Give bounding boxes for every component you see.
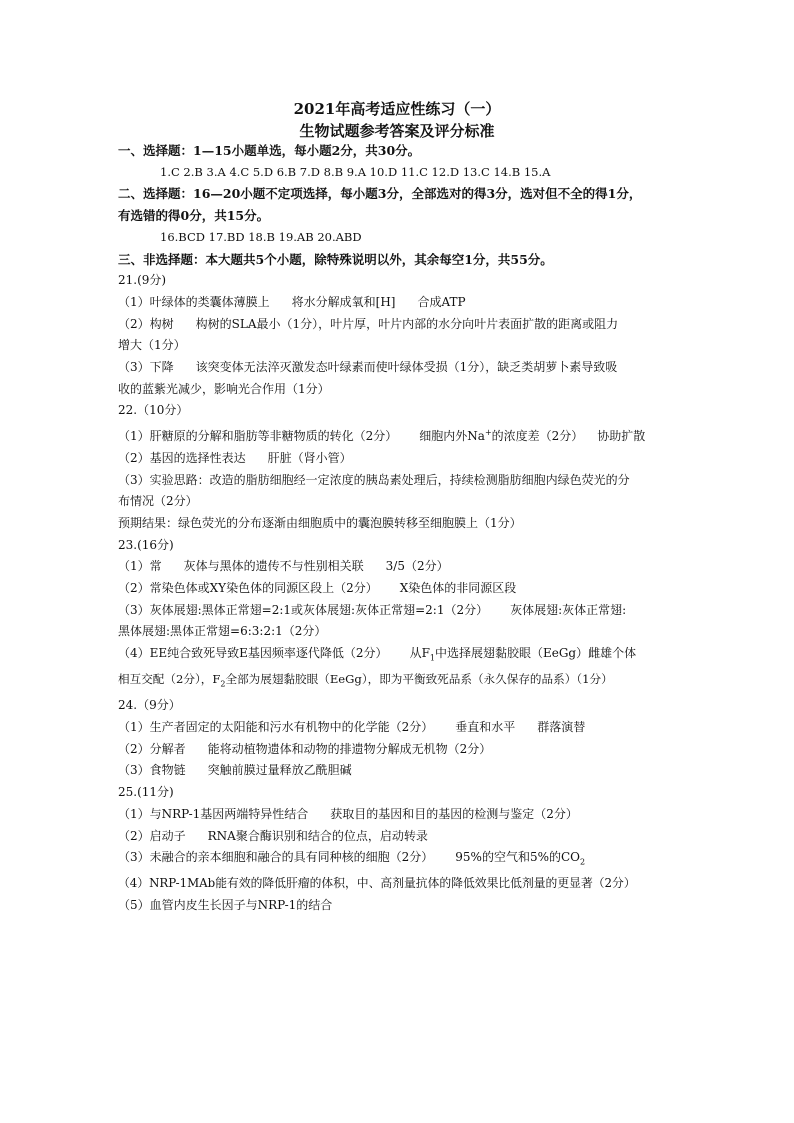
f2-subscript: 2 <box>220 679 226 689</box>
q22-p2-answer-a: （2）基因的选择性表达 <box>118 450 246 465</box>
q24-p3-answer-b: 突触前膜过量释放乙酰胆碱 <box>207 763 352 778</box>
q24-p1-answer-b: 垂直和水平 <box>455 719 516 734</box>
q23-p3-answer-a: （3）灰体展翅:黑体正常翅=2:1或灰体展翅:灰体正常翅=2:1（2分） <box>118 602 489 617</box>
question-21-part-1 <box>118 292 718 314</box>
q23-p1-answer-c: 3/5（2分） <box>385 559 449 574</box>
question-23-part-4-cont <box>118 669 718 695</box>
question-23-part-3-cont: 黑体展翅:黑体正常翅=6:3:2:1（2分） <box>118 624 327 639</box>
answer-content <box>118 140 718 917</box>
f1-subscript: 1 <box>429 653 435 663</box>
q23-p4c-text-post: 全部为展翅黏胶眼（EeGg），即为平衡致死品系（永久保存的品系）（1分） <box>225 672 613 687</box>
co2-subscript: 2 <box>580 857 586 867</box>
q24-p2-answer-b: 能将动植物遗体和动物的排遗物分解成无机物（2分） <box>207 741 492 756</box>
question-22-number: 22.（10分） <box>118 403 189 418</box>
question-23-part-4 <box>118 643 718 669</box>
q23-p1-answer-b: 灰体与黑体的遗传不与性别相关联 <box>183 559 364 574</box>
section-2-answers: 16.BCD 17.BD 18.B 19.AB 20.ABD <box>160 229 362 244</box>
section-1-heading: 一、选择题：1—15小题单选，每小题2分，共30分。 <box>118 143 421 158</box>
q24-p1-answer-c: 群落演替 <box>537 719 586 734</box>
q23-p4b-text: 从F <box>409 646 430 661</box>
question-24-part-1 <box>118 717 718 739</box>
question-24-number: 24.（9分） <box>118 698 181 713</box>
question-25-part-5: （5）血管内皮生长因子与NRP-1的结合 <box>118 898 333 912</box>
q22-p2-answer-b: 肝脏（肾小管） <box>267 450 352 465</box>
q23-p2-answer-b: X染色体的非同源区段 <box>399 581 517 596</box>
q21-p1-answer-b: 将水分解成氧和[H] <box>291 294 396 309</box>
q25-p3-answer-a: （3）未融合的亲本细胞和融合的具有同种核的细胞（2分） <box>118 850 434 865</box>
question-23-number: 23.(16分) <box>118 537 174 552</box>
question-21-number: 21.(9分) <box>118 273 167 288</box>
q22-p1-answer-c: 协助扩散 <box>597 429 646 444</box>
section-2-heading-line2: 有选错的得0分，共15分。 <box>118 208 270 224</box>
section-1-answers: 1.C 2.B 3.A 4.C 5.D 6.B 7.D 8.B 9.A 10.D 11.C 12.D 13.C 14.B 15.A <box>160 164 551 179</box>
q25-p1-answer-b: 获取目的基因和目的基因的检测与鉴定（2分） <box>330 806 578 821</box>
q22-p1-answer-a: （1）肝糖原的分解和脂肪等非糖物质的转化（2分） <box>118 429 398 444</box>
q21-p1-answer-c: 合成ATP <box>417 294 466 309</box>
question-25-part-2 <box>118 826 718 848</box>
question-21-part-2 <box>118 314 718 336</box>
question-22-part-1 <box>118 422 718 448</box>
page-title: 2021年高考适应性练习（一） <box>293 100 501 118</box>
q25-p2-answer-a: （2）启动子 <box>118 828 186 843</box>
question-24-part-3 <box>118 760 718 782</box>
question-25-part-4: （4）NRP-1MAb能有效的降低肝瘤的体积，中、高剂量抗体的降低效果比低剂量的更显著（2分） <box>118 876 636 891</box>
q23-p4-answer-a: （4）EE纯合致死导致E基因频率逐代降低（2分） <box>118 646 388 661</box>
question-23-part-1 <box>118 556 718 578</box>
q23-p1-answer-a: （1）常 <box>118 559 162 574</box>
q23-p2-answer-a: （2）常染色体或XY染色体的同源区段上（2分） <box>118 581 378 596</box>
q23-p4c-text: 相互交配（2分），F <box>118 672 221 687</box>
q24-p3-answer-a: （3）食物链 <box>118 763 186 778</box>
q21-p1-answer-a: （1）叶绿体的类囊体薄膜上 <box>118 294 270 309</box>
question-24-part-2 <box>118 739 718 761</box>
q25-p1-answer-a: （1）与NRP-1基因两端特异性结合 <box>118 806 309 821</box>
page-subtitle: 生物试题参考答案及评分标准 <box>299 122 495 140</box>
q22-p1b-text-post: 的浓度差（2分） <box>491 429 584 444</box>
question-25-number: 25.(11分) <box>118 785 174 800</box>
section-2-heading-line1: 二、选择题：16—20小题不定项选择，每小题3分，全部选对的得3分，选对但不全的得1分， <box>118 186 642 202</box>
question-22-part-2 <box>118 448 718 470</box>
sodium-charge: + <box>484 428 492 438</box>
q21-p3-answer-b: 该突变体无法淬灭激发态叶绿素而使叶绿体受损（1分），缺乏类胡萝卜素导致吸 <box>195 360 618 375</box>
question-21-part-3 <box>118 357 718 379</box>
q24-p1-answer-a: （1）生产者固定的太阳能和污水有机物中的化学能（2分） <box>118 719 434 734</box>
q23-p3-answer-b: 灰体展翅:灰体正常翅: <box>510 602 627 617</box>
question-22-expected-result: 预期结果：绿色荧光的分布逐渐由细胞质中的囊泡膜转移至细胞膜上（1分） <box>118 515 522 530</box>
q25-p3b-text: 95%的空气和5%的CO <box>455 850 581 865</box>
question-25-part-1 <box>118 804 718 826</box>
question-23-part-2 <box>118 578 718 600</box>
q23-p4b-text-post: 中选择展翅黏胶眼（EeGg）雌雄个体 <box>434 646 637 661</box>
q22-p1-answer-b <box>419 429 583 443</box>
q22-p1b-text: 细胞内外Na <box>419 429 485 444</box>
question-21-part-3-cont: 收的蓝紫光减少，影响光合作用（1分） <box>118 381 330 396</box>
section-3-heading: 三、非选择题：本大题共5个小题，除特殊说明以外，其余每空1分，共55分。 <box>118 251 553 267</box>
question-25-part-3 <box>118 847 718 873</box>
question-23-part-3 <box>118 600 718 622</box>
q21-p3-answer-a: （3）下降 <box>118 360 174 375</box>
q25-p2-answer-b: RNA聚合酶识别和结合的位点，启动转录 <box>207 828 428 843</box>
q24-p2-answer-a: （2）分解者 <box>118 741 186 756</box>
q23-p4-answer-b <box>409 646 637 663</box>
question-22-part-3-cont: 布情况（2分） <box>118 494 198 509</box>
question-21-part-2-cont: 增大（1分） <box>118 338 186 353</box>
q25-p3-answer-b <box>455 850 586 867</box>
q21-p2-answer-a: （2）构树 <box>118 316 174 331</box>
question-22-part-3: （3）实验思路：改造的脂肪细胞经一定浓度的胰岛素处理后，持续检测脂肪细胞内绿色荧光的分 <box>118 472 630 487</box>
q21-p2-answer-b: 构树的SLA最小（1分），叶片厚，叶片内部的水分向叶片表面扩散的距离或阻力 <box>195 316 619 331</box>
